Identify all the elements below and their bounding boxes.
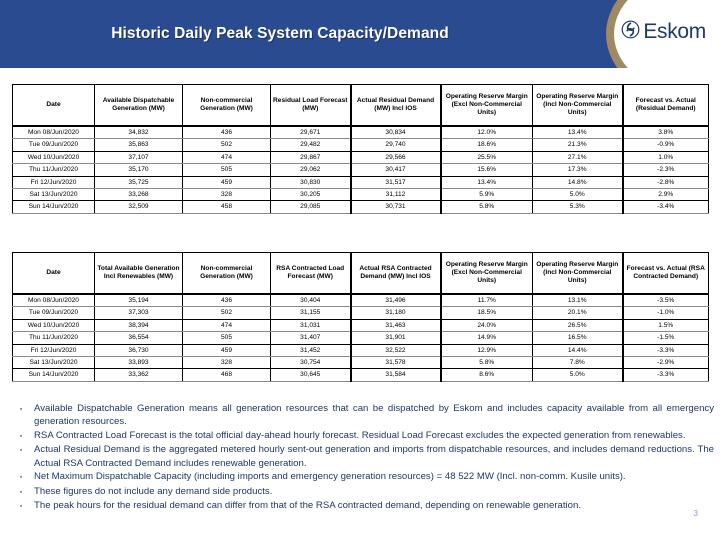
- table-row: [13, 344, 709, 356]
- footnote-text: These figures do not include any demand side products.: [34, 485, 273, 497]
- table-cell-value: 29,867: [271, 151, 351, 163]
- table-cell-date: Mon 08/Jun/2020: [13, 294, 95, 307]
- table-row: [13, 332, 709, 344]
- table-cell-value: 29,482: [271, 139, 351, 151]
- table-cell-value: 13.4%: [533, 126, 623, 139]
- table-cell-value: -2.9%: [623, 357, 709, 369]
- table-cell-value: 8.6%: [441, 369, 533, 381]
- table-cell-value: 30,830: [271, 176, 351, 188]
- table-cell-value: 16.5%: [533, 332, 623, 344]
- table-row: [13, 307, 709, 319]
- footnote-text: Actual Residual Demand is the aggregated metered hourly sent-out generation and imports from dispatchable resources, and includes demand reductions. The Actual RSA Contracted Demand includes renewable generation.: [34, 444, 714, 469]
- table-cell-value: 5.9%: [441, 189, 533, 201]
- footnote-text: RSA Contracted Load Forecast is the total official day-ahead hourly forecast. Residual Load Forecast excludes the expected generation from renewables.: [34, 429, 686, 441]
- table-row: [13, 357, 709, 369]
- table-cell-value: -1.5%: [623, 332, 709, 344]
- table2-col-date: Date: [13, 253, 95, 295]
- bullet-icon: ▪: [19, 503, 23, 511]
- table-cell-value: 29,671: [271, 126, 351, 139]
- table-cell-value: 30,834: [351, 126, 441, 139]
- table-cell-value: 13.4%: [441, 176, 533, 188]
- table-cell-date: Sun 14/Jun/2020: [13, 201, 95, 213]
- table-cell-value: -3.3%: [623, 344, 709, 356]
- table1-body: [13, 126, 709, 213]
- table-cell-value: 20.1%: [533, 307, 623, 319]
- table-row: [13, 189, 709, 201]
- table-cell-value: 31,517: [351, 176, 441, 188]
- table-row: [13, 369, 709, 381]
- footnote-item: [8, 402, 714, 428]
- table2-col-reserve-margin-excl: Operating Reserve Margin (Excl Non-Commercial Units): [441, 253, 533, 295]
- table-cell-value: 1.5%: [623, 319, 709, 331]
- table-cell-value: 30,754: [271, 357, 351, 369]
- table-cell-value: 12.0%: [441, 126, 533, 139]
- table2-header-row: [13, 253, 709, 295]
- table-cell-date: Wed 10/Jun/2020: [13, 319, 95, 331]
- table-cell-value: 2.9%: [623, 189, 709, 201]
- table-cell-value: 502: [183, 139, 271, 151]
- eskom-swirl-icon: [621, 20, 640, 44]
- table-cell-value: -3.3%: [623, 369, 709, 381]
- eskom-logo-text: Eskom: [643, 20, 706, 43]
- table-cell-value: 3.8%: [623, 126, 709, 139]
- table-cell-value: 35,170: [95, 164, 183, 176]
- footnote-text: Net Maximum Dispatchable Capacity (including imports and emergency generation resources) = 48 522 MW (Incl. non-comm. Kusile units).: [34, 471, 626, 483]
- table-cell-value: 1.0%: [623, 151, 709, 163]
- table-cell-value: -1.0%: [623, 307, 709, 319]
- table-cell-date: Sun 14/Jun/2020: [13, 369, 95, 381]
- table-cell-value: 33,893: [95, 357, 183, 369]
- table-cell-value: 17.3%: [533, 164, 623, 176]
- table-cell-value: 35,194: [95, 294, 183, 307]
- bullet-icon: ▪: [19, 406, 23, 413]
- table2-col-total-available-generation: Total Available Generation Incl Renewables (MW): [95, 253, 183, 295]
- table2-col-forecast-vs-actual: Forecast vs. Actual (RSA Contracted Demand): [623, 253, 709, 295]
- eskom-logo: [621, 20, 706, 44]
- slide-header-banner: [0, 0, 720, 68]
- bullet-icon: ▪: [19, 447, 23, 455]
- table-cell-value: 24.0%: [441, 319, 533, 331]
- footnotes-list: [8, 402, 714, 514]
- table-cell-value: 18.6%: [441, 139, 533, 151]
- table-cell-value: 18.5%: [441, 307, 533, 319]
- table-cell-value: 29,062: [271, 164, 351, 176]
- table-cell-value: 31,463: [351, 319, 441, 331]
- table-cell-value: 21.3%: [533, 139, 623, 151]
- table-cell-value: 26.5%: [533, 319, 623, 331]
- table-cell-value: 15.6%: [441, 164, 533, 176]
- table-row: [13, 126, 709, 139]
- table-cell-value: 30,205: [271, 189, 351, 201]
- table-cell-value: 37,303: [95, 307, 183, 319]
- table-cell-date: Sat 13/Jun/2020: [13, 189, 95, 201]
- table-cell-value: 37,107: [95, 151, 183, 163]
- bullet-icon: ▪: [19, 432, 23, 440]
- table-cell-value: -2.3%: [623, 164, 709, 176]
- table1-col-date: Date: [13, 85, 95, 127]
- table-cell-value: -0.9%: [623, 139, 709, 151]
- table-row: [13, 294, 709, 307]
- table-cell-value: 14.9%: [441, 332, 533, 344]
- table-cell-value: 328: [183, 189, 271, 201]
- table-cell-value: 14.4%: [533, 344, 623, 356]
- page-title: Historic Daily Peak System Capacity/Demand: [111, 25, 449, 42]
- table-cell-date: Tue 09/Jun/2020: [13, 139, 95, 151]
- table-cell-value: 5.0%: [533, 189, 623, 201]
- table-cell-value: 34,832: [95, 126, 183, 139]
- table1-col-reserve-margin-excl: Operating Reserve Margin (Excl Non-Commercial Units): [441, 85, 533, 127]
- table-cell-value: 30,731: [351, 201, 441, 213]
- table-cell-value: 31,112: [351, 189, 441, 201]
- table2-col-non-commercial-generation: Non-commercial Generation (MW): [183, 253, 271, 295]
- residual-demand-table-wrapper: [12, 84, 709, 214]
- footnote-text: Available Dispatchable Generation means all generation resources that can be dispatched by Eskom and includes capacity available from all emergency generation resources.: [34, 403, 714, 428]
- footnote-text: The peak hours for the residual demand can differ from that of the RSA contracted demand, depending on renewable generation.: [34, 500, 582, 512]
- table-cell-value: 25.5%: [441, 151, 533, 163]
- table-cell-value: 5.8%: [441, 357, 533, 369]
- table-cell-value: 436: [183, 126, 271, 139]
- table-cell-value: 31,180: [351, 307, 441, 319]
- table-row: [13, 164, 709, 176]
- table-cell-value: 328: [183, 357, 271, 369]
- table1-col-reserve-margin-incl: Operating Reserve Margin (Incl Non-Commercial Units): [533, 85, 623, 127]
- bullet-icon: ▪: [19, 474, 23, 482]
- table-cell-date: Fri 12/Jun/2020: [13, 176, 95, 188]
- table-cell-value: -3.4%: [623, 201, 709, 213]
- table-cell-value: 31,031: [271, 319, 351, 331]
- table-cell-value: 459: [183, 176, 271, 188]
- table-cell-value: 29,566: [351, 151, 441, 163]
- table2-col-actual-rsa-contracted-demand: Actual RSA Contracted Demand (MW) Incl IOS: [351, 253, 441, 295]
- table-cell-value: 31,901: [351, 332, 441, 344]
- footnote-item: [8, 429, 714, 443]
- residual-demand-table: [12, 84, 709, 214]
- table-cell-value: 31,452: [271, 344, 351, 356]
- table-cell-value: 31,496: [351, 294, 441, 307]
- table-cell-value: 31,584: [351, 369, 441, 381]
- bullet-icon: ▪: [19, 488, 23, 496]
- table-cell-value: -3.5%: [623, 294, 709, 307]
- table-cell-date: Fri 12/Jun/2020: [13, 344, 95, 356]
- table-cell-value: 474: [183, 319, 271, 331]
- table-cell-value: 14.8%: [533, 176, 623, 188]
- table-cell-value: 30,645: [271, 369, 351, 381]
- footnote-item: [8, 443, 714, 469]
- table-cell-value: 33,362: [95, 369, 183, 381]
- rsa-contracted-demand-table: [12, 252, 709, 382]
- table-cell-value: 5.3%: [533, 201, 623, 213]
- table-cell-value: -2.8%: [623, 176, 709, 188]
- table-cell-value: 38,394: [95, 319, 183, 331]
- footnote-item: [8, 470, 714, 484]
- table-cell-value: 7.8%: [533, 357, 623, 369]
- slide-number: 3: [693, 509, 698, 518]
- table-cell-date: Sat 13/Jun/2020: [13, 357, 95, 369]
- table-cell-value: 12.9%: [441, 344, 533, 356]
- table1-col-forecast-vs-actual: Forecast vs. Actual (Residual Demand): [623, 85, 709, 127]
- table-cell-date: Thu 11/Jun/2020: [13, 332, 95, 344]
- table-cell-value: 30,417: [351, 164, 441, 176]
- table-cell-value: 436: [183, 294, 271, 307]
- table1-col-non-commercial-generation: Non-commercial Generation (MW): [183, 85, 271, 127]
- table-cell-value: 505: [183, 332, 271, 344]
- table-cell-value: 31,407: [271, 332, 351, 344]
- table-cell-value: 468: [183, 369, 271, 381]
- table-cell-value: 35,725: [95, 176, 183, 188]
- table-cell-value: 11.7%: [441, 294, 533, 307]
- table-cell-date: Thu 11/Jun/2020: [13, 164, 95, 176]
- table-row: [13, 176, 709, 188]
- table-cell-date: Tue 09/Jun/2020: [13, 307, 95, 319]
- table-cell-value: 36,730: [95, 344, 183, 356]
- table-row: [13, 139, 709, 151]
- footnote-item: [8, 499, 714, 513]
- table-cell-value: 36,554: [95, 332, 183, 344]
- table2-col-rsa-contracted-load-forecast: RSA Contracted Load Forecast (MW): [271, 253, 351, 295]
- table-cell-value: 29,740: [351, 139, 441, 151]
- table-cell-value: 13.1%: [533, 294, 623, 307]
- table-cell-value: 459: [183, 344, 271, 356]
- table-cell-value: 33,268: [95, 189, 183, 201]
- table-row: [13, 319, 709, 331]
- table-row: [13, 151, 709, 163]
- table-cell-date: Wed 10/Jun/2020: [13, 151, 95, 163]
- footnote-item: [8, 485, 714, 499]
- table-cell-value: 30,404: [271, 294, 351, 307]
- table-cell-value: 32,509: [95, 201, 183, 213]
- table-cell-value: 505: [183, 164, 271, 176]
- table-cell-value: 35,863: [95, 139, 183, 151]
- table-cell-value: 474: [183, 151, 271, 163]
- table1-header-row: [13, 85, 709, 127]
- table-cell-date: Mon 08/Jun/2020: [13, 126, 95, 139]
- table-cell-value: 5.0%: [533, 369, 623, 381]
- table-cell-value: 502: [183, 307, 271, 319]
- table2-body: [13, 294, 709, 381]
- table-cell-value: 458: [183, 201, 271, 213]
- table-cell-value: 32,522: [351, 344, 441, 356]
- rsa-contracted-demand-table-wrapper: [12, 252, 709, 382]
- table-cell-value: 31,578: [351, 357, 441, 369]
- table2-col-reserve-margin-incl: Operating Reserve Margin (Incl Non-Commercial Units): [533, 253, 623, 295]
- table-cell-value: 29,085: [271, 201, 351, 213]
- table-cell-value: 27.1%: [533, 151, 623, 163]
- table-cell-value: 31,155: [271, 307, 351, 319]
- table1-col-residual-load-forecast: Residual Load Forecast (MW): [271, 85, 351, 127]
- table1-col-available-dispatchable-generation: Available Dispatchable Generation (MW): [95, 85, 183, 127]
- table1-col-actual-residual-demand: Actual Residual Demand (MW) Incl IOS: [351, 85, 441, 127]
- table-cell-value: 5.8%: [441, 201, 533, 213]
- table-row: [13, 201, 709, 213]
